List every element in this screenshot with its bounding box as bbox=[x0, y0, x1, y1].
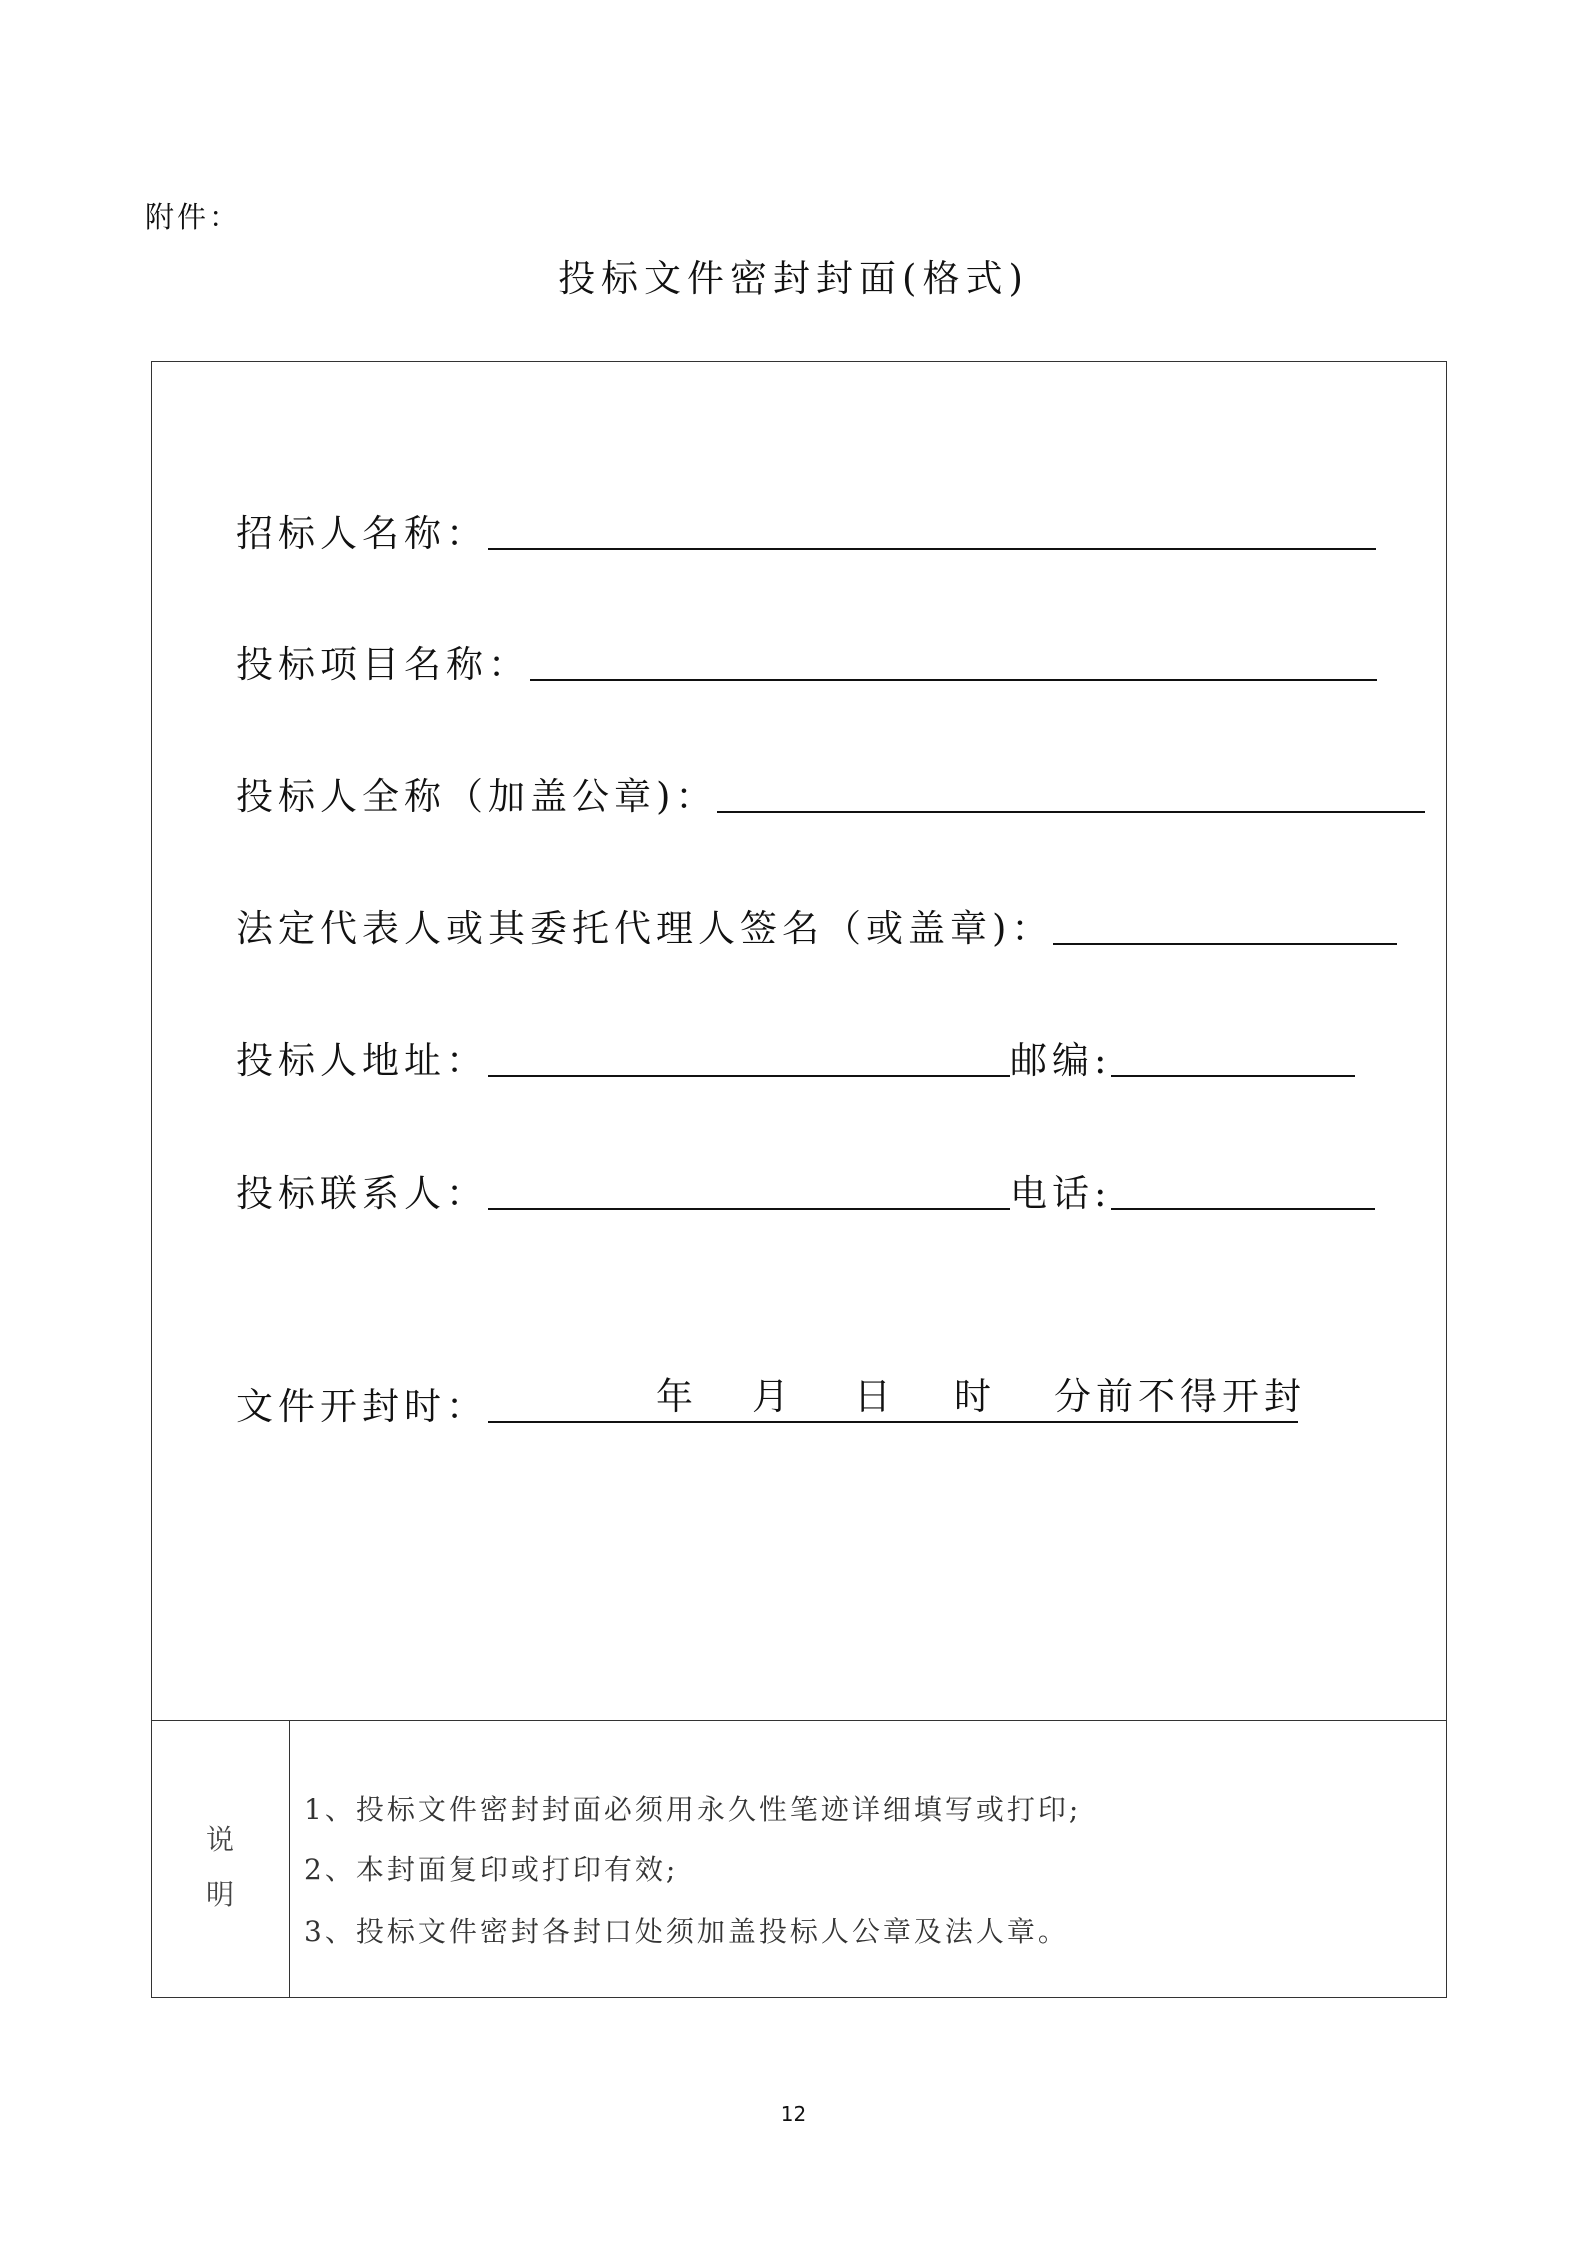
bidder-contact-field[interactable] bbox=[488, 1208, 1010, 1210]
opening-day-unit: 日 bbox=[854, 1375, 896, 1418]
notes-column-divider bbox=[289, 1720, 290, 1998]
opening-minute-suffix: 分前不得开封 bbox=[1054, 1375, 1306, 1418]
opening-hour-unit: 时 bbox=[954, 1375, 996, 1418]
project-name-row bbox=[236, 633, 1377, 686]
phone-label: 电话: bbox=[1010, 1172, 1112, 1215]
postcode-label: 邮编: bbox=[1010, 1039, 1112, 1082]
note-item-2: 2、本封面复印或打印有效; bbox=[304, 1853, 679, 1886]
bidder-address-row bbox=[236, 1029, 1355, 1082]
page-title: 投标文件密封封面(格式) bbox=[558, 257, 1029, 300]
notes-heading-line1: 说 bbox=[205, 1823, 234, 1856]
note-item-1: 1、投标文件密封封面必须用永久性笔迹详细填写或打印; bbox=[304, 1793, 1082, 1826]
opening-time-row bbox=[236, 1375, 1306, 1428]
legal-rep-field[interactable] bbox=[1053, 943, 1397, 945]
notes-divider bbox=[151, 1720, 1447, 1721]
bidder-address-field[interactable] bbox=[488, 1075, 1010, 1077]
postcode-field[interactable] bbox=[1111, 1075, 1355, 1077]
tenderer-name-row bbox=[236, 502, 1376, 555]
bidder-contact-row bbox=[236, 1162, 1375, 1215]
opening-time-field[interactable] bbox=[488, 1375, 1306, 1423]
opening-year-unit: 年 bbox=[656, 1375, 698, 1418]
page-number: 12 bbox=[780, 2102, 807, 2126]
notes-heading-line2: 明 bbox=[205, 1878, 234, 1911]
project-name-label: 投标项目名称： bbox=[236, 643, 530, 686]
legal-rep-label: 法定代表人或其委托代理人签名（或盖章)： bbox=[236, 907, 1054, 950]
bidder-full-name-label: 投标人全称（加盖公章)： bbox=[236, 775, 718, 818]
opening-month-unit: 月 bbox=[752, 1375, 794, 1418]
note-item-3: 3、投标文件密封各封口处须加盖投标人公章及法人章。 bbox=[304, 1915, 1069, 1948]
tenderer-name-label: 招标人名称： bbox=[236, 512, 488, 555]
phone-field[interactable] bbox=[1111, 1208, 1375, 1210]
bidder-contact-label: 投标联系人： bbox=[236, 1172, 488, 1215]
opening-time-label: 文件开封时： bbox=[236, 1385, 488, 1428]
project-name-field[interactable] bbox=[530, 679, 1377, 681]
legal-rep-row bbox=[236, 897, 1397, 950]
bidder-address-label: 投标人地址： bbox=[236, 1039, 488, 1082]
attachment-label: 附件： bbox=[145, 200, 242, 234]
tenderer-name-field[interactable] bbox=[488, 548, 1376, 550]
bidder-full-name-field[interactable] bbox=[717, 811, 1425, 813]
bidder-full-name-row bbox=[236, 765, 1425, 818]
